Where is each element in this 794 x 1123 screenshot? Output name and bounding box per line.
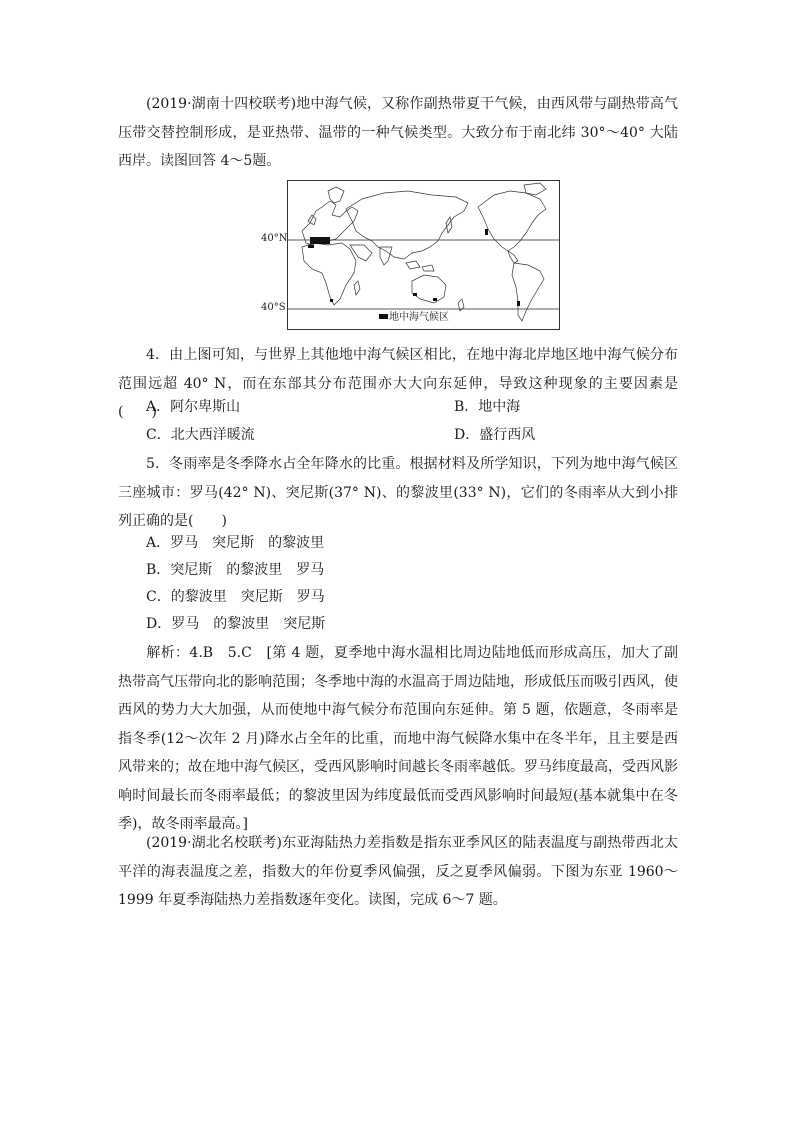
intro-2-text: (2019·湖北名校联考)东亚海陆热力差指数是指东亚季风区的陆表温度与副热带西北太平洋的海表温度之差，指数大的年份夏季风偏强，反之夏季风偏弱。下图为东亚 1960～1999 年夏季海陆热力差指数逐年变化。读图，完成 6～7 题。 [118,835,678,908]
med-region-north-africa [308,245,314,248]
legend-swatch [379,314,388,319]
q4-option-b: B．地中海 [454,399,521,415]
q5-option-a: A．罗马 突尼斯 的黎波里 [146,535,325,551]
q4-option-a: A．阿尔卑斯山 [146,399,241,415]
intro-paragraph-1 [118,90,678,176]
intro-1-text: (2019·湖南十四校联考)地中海气候，又称作副热带夏干气候，由西风带与副热带高气压带交替控制形成，是亚热带、温带的一种气候类型。大致分布于南北纬 30°～40° 大陆西岸。读图回答 4～5题。 [118,96,678,169]
lat-40n-label: 40°N [261,233,288,244]
med-region-south-africa [330,299,333,302]
map-legend [379,312,449,324]
question-5-stem [118,450,678,536]
med-region-mediterranean [310,237,330,244]
med-region-s-australia [433,298,437,301]
lat-40s-label: 40°S [261,302,286,313]
world-map-figure [287,180,560,330]
mediterranean-climate-regions [308,229,520,306]
q5-option-b: B．突尼斯 的黎波里 罗马 [146,562,325,578]
q4-option-d: D．盛行西风 [454,427,536,443]
analysis-text: 解析：4.B 5.C [第 4 题，夏季地中海水温相比周边陆地低而形成高压，加大了副热带高气压带向北的影响范围；冬季地中海的水温高于周边陆地，形成低压而吸引西风，使西风的势力大大加强，从而使地中海气候分布范围向东延伸。第 5 题，依题意，冬雨率是指冬季(12～次年 2 月)降水占全年的比重，而地中海气候降水集中在冬半年，且主要是西风带来的；故在地中海气候区，受西风影响时间越长冬雨率越低。罗马纬度最高，受西风影响时间最长而冬雨率最低；的黎波里因为纬度最低而受西风影响时间最短(基本就集中在冬季)，故冬雨率最高。] [118,645,678,832]
world-map-svg [288,181,559,329]
q5-option-c: C．的黎波里 突尼斯 罗马 [146,589,325,605]
q5-option-d: D．罗马 的黎波里 突尼斯 [146,616,326,632]
intro-paragraph-2 [118,829,678,915]
q5-stem-text: 5．冬雨率是冬季降水占全年降水的比重。根据材料及所学知识，下列为地中海气候区三座城市：罗马(42° N)、突尼斯(37° N)、的黎波里(33° N)，它们的冬雨率从大到小排列正确的是( ) [118,456,678,529]
med-region-california [485,229,488,235]
med-region-chile [517,301,520,306]
med-region-sw-australia [413,293,417,296]
analysis-paragraph [118,639,678,839]
continent-outlines [302,183,546,321]
legend-label: 地中海气候区 [389,312,449,323]
q4-stem-text: 4．由上图可知，与世界上其他地中海气候区相比，在地中海北岸地区地中海气候分布范围远超 40° N，而在东部其分布范围亦大大向东延伸，导致这种现象的主要因素是( ) [118,347,678,420]
q4-option-c: C．北大西洋暖流 [146,427,255,443]
